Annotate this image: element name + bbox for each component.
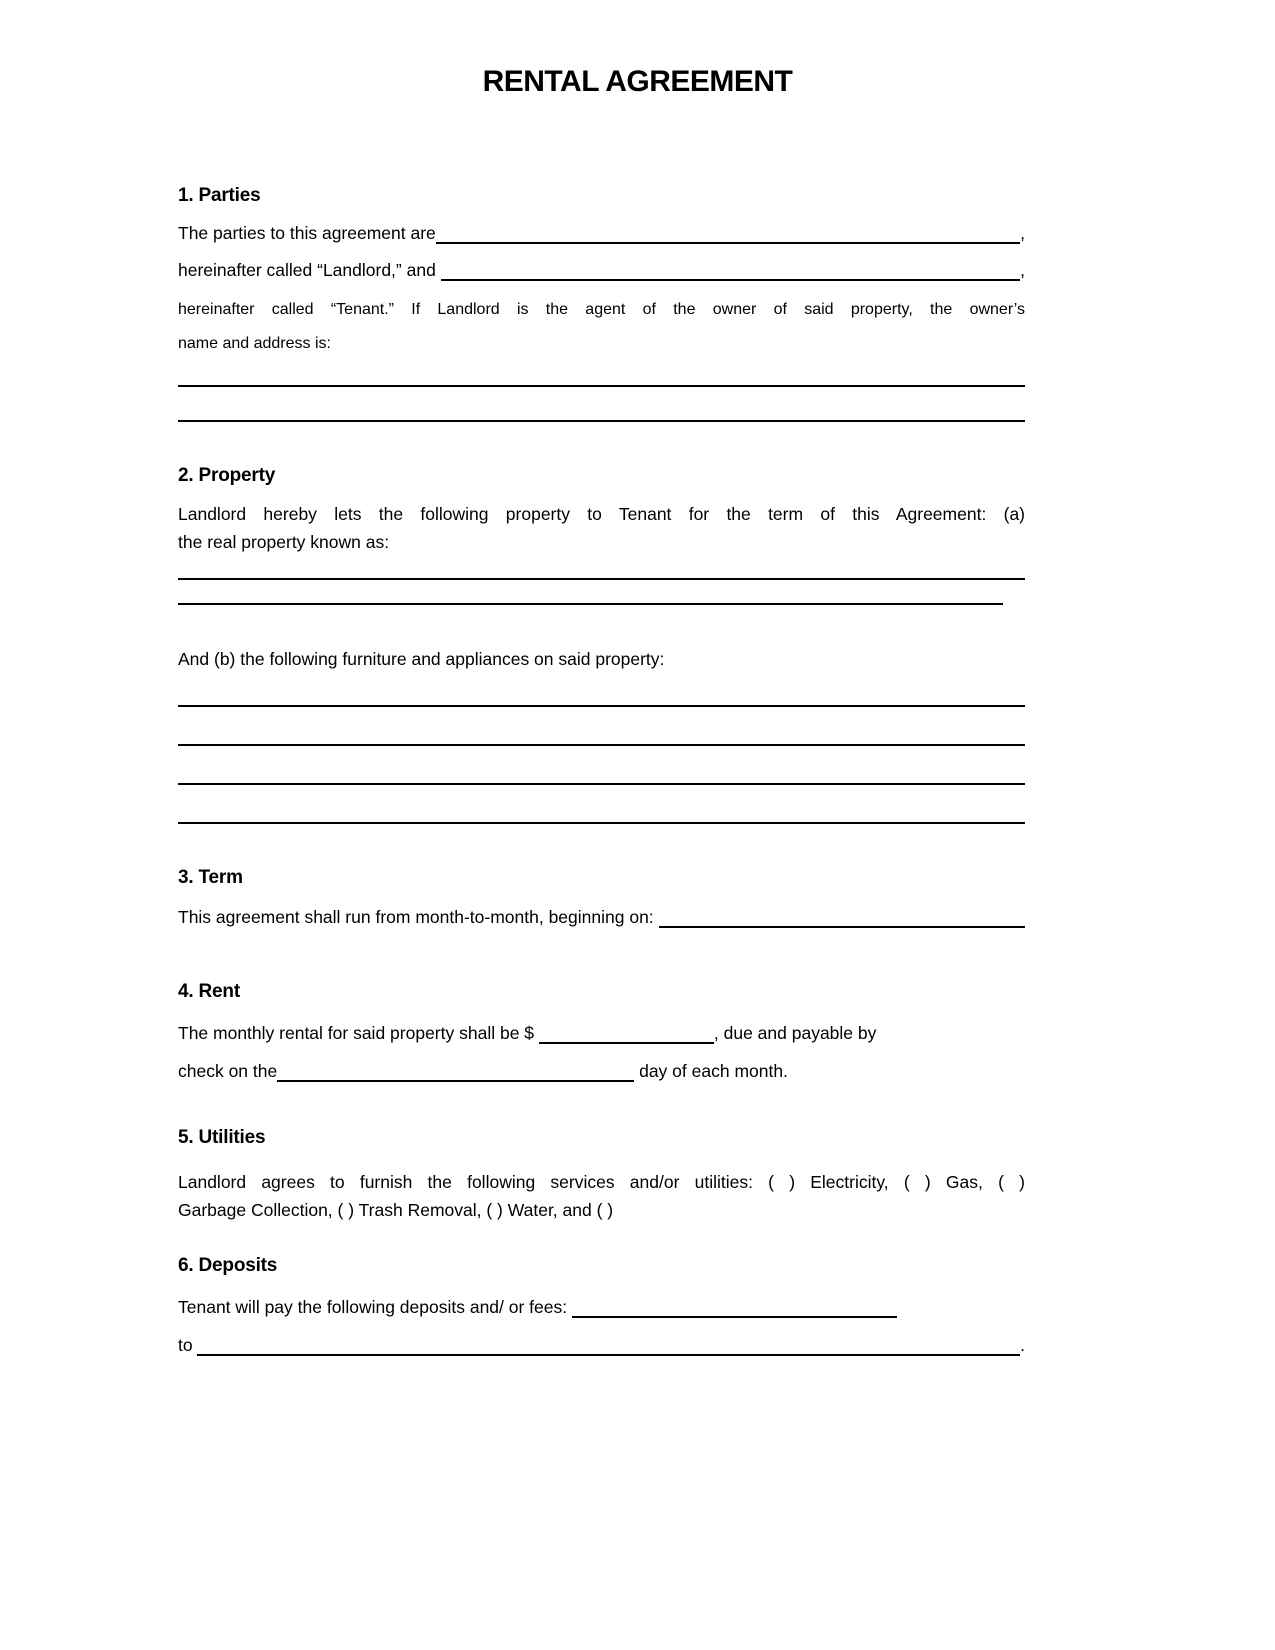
document-title: RENTAL AGREEMENT (482, 65, 793, 98)
term-sentence-text: This agreement shall run from month-to-month, beginning on: (178, 907, 659, 927)
furniture-line-4[interactable] (178, 822, 1025, 824)
parties-agent-note (178, 293, 1025, 361)
checkbox-electricity[interactable]: ( ) (768, 1172, 796, 1192)
checkbox-trash-removal[interactable]: ( ) (337, 1200, 355, 1220)
utilities-intro-text: Landlord agrees to furnish the following services and/or utilities: (178, 1172, 769, 1192)
property-address-line-2[interactable] (178, 603, 1003, 605)
utilities-gas-label: Gas, (930, 1172, 999, 1192)
section-heading-property: 2. Property (178, 465, 276, 486)
utilities-paragraph (178, 1168, 1025, 1224)
rent-line1-suffix: , due and payable by (713, 1023, 877, 1043)
parties-line-2 (178, 255, 1025, 285)
deposits-line-2 (178, 1330, 1025, 1360)
term-begin-date-field[interactable] (659, 926, 1025, 928)
deposits-line2-period: . (1020, 1335, 1025, 1355)
section-heading-utilities: 5. Utilities (178, 1127, 266, 1148)
section-heading-parties: 1. Parties (178, 185, 261, 206)
utilities-garbage-label: Garbage Collection, (178, 1200, 338, 1220)
property-intro-line2: the real property known as: (178, 532, 390, 552)
rent-due-day-field[interactable] (277, 1080, 634, 1082)
utilities-trash-label: Trash Removal, (354, 1200, 487, 1220)
furniture-line-1[interactable] (178, 705, 1025, 707)
deposits-line1-text: Tenant will pay the following deposits and/ or fees: (178, 1297, 572, 1317)
owner-name-address-line-1[interactable] (178, 385, 1025, 387)
document-body (0, 184, 1275, 1360)
parties-line1-text: The parties to this agreement are (178, 223, 436, 243)
utilities-line-1 (178, 1168, 1025, 1196)
term-sentence (178, 902, 1025, 932)
parties-line1-comma: , (1020, 223, 1025, 243)
checkbox-garbage-collection[interactable]: ( ) (998, 1172, 1025, 1192)
section-heading-deposits: 6. Deposits (178, 1255, 278, 1276)
checkbox-water[interactable]: ( ) (486, 1200, 503, 1220)
deposit-fees-field[interactable] (572, 1316, 897, 1318)
parties-agent-note-line2: name and address is: (178, 335, 331, 352)
parties-line2-text: hereinafter called “Landlord,” and (178, 260, 441, 280)
section-heading-rent: 4. Rent (178, 981, 240, 1002)
parties-line2-comma: , (1020, 260, 1025, 280)
furniture-line-3[interactable] (178, 783, 1025, 785)
furniture-intro: And (b) the following furniture and appliances on said property: (178, 649, 665, 669)
utilities-line-2 (178, 1196, 1025, 1224)
rent-amount-field[interactable] (539, 1042, 714, 1044)
deposits-line-1 (178, 1292, 1025, 1322)
checkbox-other-utility[interactable]: ( ) (596, 1200, 614, 1220)
deposit-payee-field[interactable] (197, 1354, 1020, 1356)
utilities-electricity-label: Electricity, (795, 1172, 904, 1192)
property-intro (178, 500, 1025, 556)
landlord-name-field[interactable] (436, 242, 1020, 244)
property-address-line-1[interactable] (178, 578, 1025, 580)
section-heading-term: 3. Term (178, 867, 243, 888)
parties-line-1 (178, 218, 1025, 248)
furniture-line-2[interactable] (178, 744, 1025, 746)
rent-line-2 (178, 1056, 1025, 1086)
rent-line2-suffix: day of each month. (634, 1061, 788, 1081)
rent-line1-text: The monthly rental for said property shall be $ (178, 1023, 539, 1043)
checkbox-gas[interactable]: ( ) (903, 1172, 931, 1192)
rent-line-1 (178, 1018, 1025, 1048)
utilities-water-label: Water, and (502, 1200, 597, 1220)
rent-line2-text: check on the (178, 1061, 278, 1081)
property-intro-line1: Landlord hereby lets the following property to Tenant for the term of this Agreement: (a) (178, 504, 1025, 524)
tenant-name-field[interactable] (441, 279, 1020, 281)
deposits-line2-text: to (178, 1335, 198, 1355)
owner-name-address-line-2[interactable] (178, 420, 1025, 422)
parties-agent-note-line1: hereinafter called “Tenant.” If Landlord is the agent of the owner of said property, the owner’s (178, 301, 1025, 318)
